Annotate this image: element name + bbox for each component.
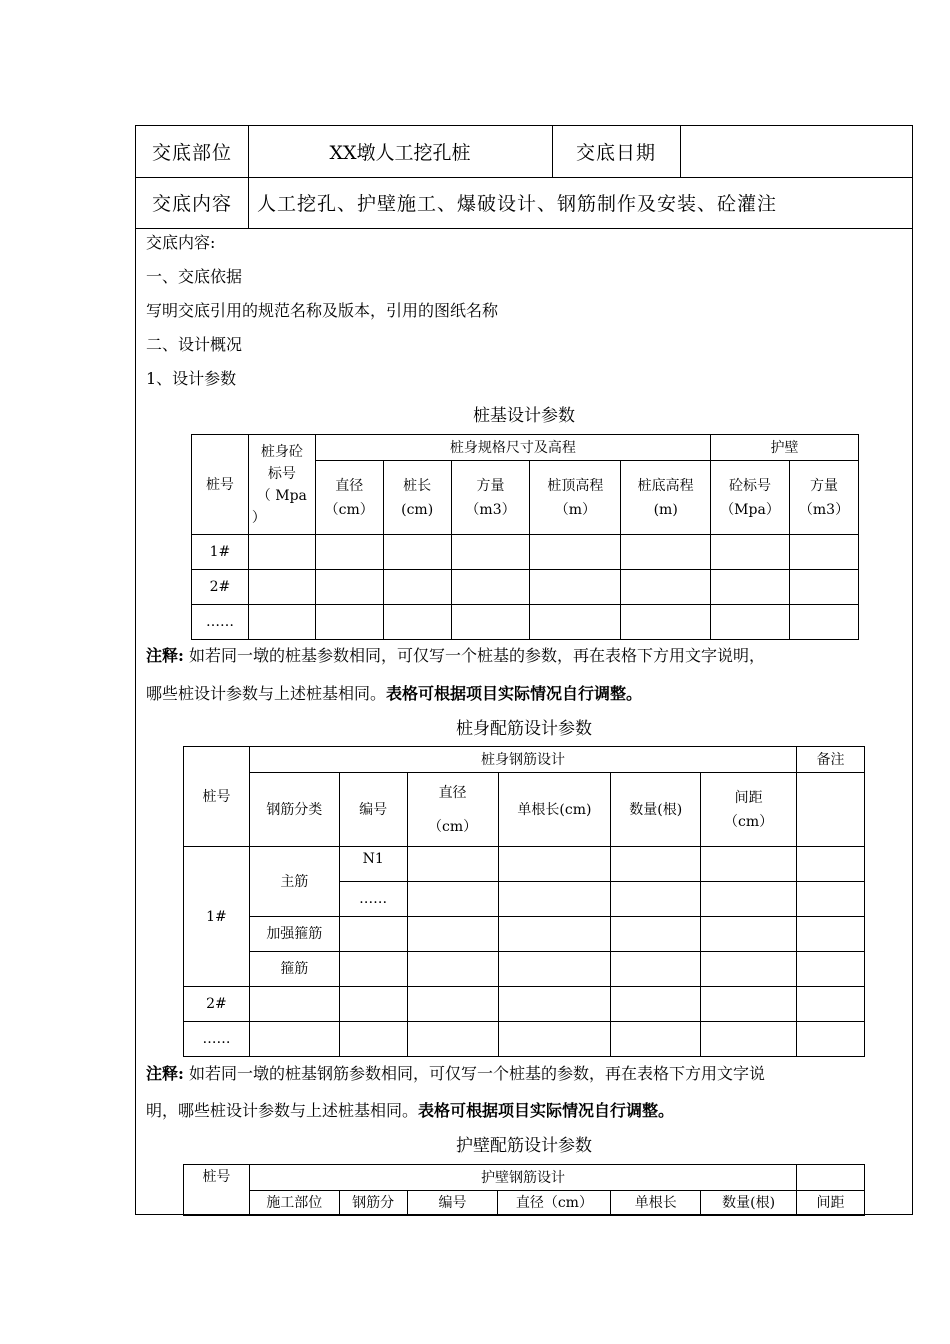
sub-bottom-l1: 桩底高程	[637, 477, 694, 494]
sub-length	[383, 461, 451, 535]
main-code-1: N1	[339, 847, 407, 882]
table-row	[184, 847, 865, 882]
content-label: 交底内容	[151, 193, 232, 215]
intro-text: 交底内容:	[146, 233, 216, 252]
sub-wall-volume	[789, 461, 858, 535]
sub-length: 单根长	[611, 1191, 701, 1216]
date-label: 交底日期	[575, 142, 656, 164]
location-label: 交底部位	[151, 142, 232, 164]
sub-diameter: 直径（cm）	[498, 1191, 611, 1216]
sub-diameter-l1: 直径	[438, 784, 467, 801]
table-row	[184, 1022, 865, 1057]
sub-count: 数量(根)	[611, 773, 701, 847]
note2-text1: 如若同一墩的桩基钢筋参数相同，可仅写一个桩基的参数，再在表格下方用文字说	[189, 1064, 766, 1083]
note1-suffix: 表格可根据项目实际情况自行调整。	[386, 684, 643, 703]
sub-length: 单根长(cm)	[498, 773, 611, 847]
sub-wall-grade-l1: 砼标号	[729, 477, 772, 494]
note2-prefix: 注释:	[146, 1064, 184, 1083]
stiffening-bar: 加强箍筋	[249, 917, 339, 952]
sub-top-l1: 桩顶高程	[547, 477, 604, 494]
col-concrete-grade-l4: ）	[251, 509, 266, 526]
sub-diameter	[315, 461, 383, 535]
col-concrete-grade-l1: 桩身砼	[260, 443, 303, 460]
sub-code: 编号	[407, 1191, 498, 1216]
section-2-heading: 二、设计概况	[146, 335, 243, 354]
sub-spacing: 间距	[797, 1191, 865, 1216]
sub-length-l1: 桩长	[403, 477, 432, 494]
header-row-content	[136, 177, 912, 229]
sub-type: 钢筋分类	[249, 773, 339, 847]
table-row	[184, 952, 865, 987]
section-1-text: 写明交底引用的规范名称及版本，引用的图纸名称	[146, 301, 499, 320]
col-pile-no: 桩号	[184, 1165, 250, 1216]
pile-more: ……	[184, 1022, 250, 1057]
sub-top-l2: （m）	[554, 501, 597, 518]
table3-title: 护壁配筋设计参数	[456, 1136, 592, 1156]
note2-suffix: 表格可根据项目实际情况自行调整。	[418, 1101, 675, 1120]
row-pile-no: 2#	[192, 570, 249, 605]
table-row	[192, 605, 859, 640]
table-row	[184, 917, 865, 952]
sub-bottom-elevation	[621, 461, 711, 535]
sub-volume	[451, 461, 530, 535]
col-concrete-grade-l3: （ Mpa	[256, 487, 307, 504]
pile-2: 2#	[184, 987, 250, 1022]
group-size: 桩身规格尺寸及高程	[315, 435, 710, 461]
col-concrete-grade-l2: 标号	[267, 465, 296, 482]
sub-diameter-l2: （cm）	[428, 818, 478, 835]
sub-count: 数量(根)	[701, 1191, 797, 1216]
sub-type: 钢筋分	[339, 1191, 407, 1216]
sub-wall-grade-l2: （Mpa）	[720, 501, 780, 518]
document-page	[135, 125, 913, 1215]
table-row	[184, 987, 865, 1022]
sub-wall-grade	[711, 461, 790, 535]
section-1-heading: 一、交底依据	[146, 267, 243, 286]
col-concrete-grade	[248, 435, 315, 535]
content-value: 人工挖孔、护壁施工、爆破设计、钢筋制作及安装、砼灌注	[257, 193, 778, 215]
note1-text1: 如若同一墩的桩基参数相同，可仅写一个桩基的参数，再在表格下方用文字说明，	[189, 646, 766, 665]
row-pile-no: 1#	[192, 535, 249, 570]
group-wall: 护壁	[711, 435, 859, 461]
sub-diameter-l1: 直径	[335, 477, 364, 494]
sub-wall-volume-l1: 方量	[809, 477, 838, 494]
location-value: XX墩人工挖孔桩	[329, 142, 471, 164]
sub-wall-volume-l2: （m3）	[798, 501, 850, 518]
sub-diameter-l2: （cm）	[324, 501, 374, 518]
note1-line1	[146, 643, 765, 666]
sub-part: 施工部位	[249, 1191, 339, 1216]
group-rebar: 护壁钢筋设计	[249, 1165, 796, 1191]
sub-bottom-l2: (m)	[653, 501, 678, 518]
main-code-2: ……	[339, 882, 407, 917]
sub-spacing-l2: （cm）	[724, 813, 774, 830]
header-row-location	[136, 126, 912, 178]
pile-rebar-table	[183, 746, 865, 1057]
main-bar: 主筋	[249, 847, 339, 917]
sub-code: 编号	[339, 773, 407, 847]
table2-title: 桩身配筋设计参数	[456, 719, 592, 739]
col-pile-no: 桩号	[184, 747, 250, 847]
group-rebar: 桩身钢筋设计	[249, 747, 796, 773]
table-row	[192, 535, 859, 570]
sub-spacing	[701, 773, 797, 847]
note2-line2	[146, 1098, 674, 1121]
pile-design-table	[191, 434, 859, 640]
note1-text2: 哪些桩设计参数与上述桩基相同。	[146, 684, 387, 703]
section-2-1-heading: 1、设计参数	[146, 369, 237, 388]
stirrup: 箍筋	[249, 952, 339, 987]
note2-text2: 明，哪些桩设计参数与上述桩基相同。	[146, 1101, 419, 1120]
sub-volume-l1: 方量	[476, 477, 505, 494]
col-pile-no: 桩号	[192, 435, 249, 535]
note1-prefix: 注释:	[146, 646, 184, 665]
sub-spacing-l1: 间距	[734, 789, 763, 806]
col-remark: 备注	[797, 747, 865, 773]
date-value	[680, 126, 912, 177]
sub-top-elevation	[530, 461, 621, 535]
wall-rebar-table	[183, 1164, 865, 1216]
note1-line2	[146, 681, 642, 704]
sub-diameter	[407, 773, 498, 847]
table1-title: 桩基设计参数	[473, 406, 575, 426]
row-pile-no: ……	[192, 605, 249, 640]
pile-1: 1#	[184, 847, 250, 987]
sub-volume-l2: （m3）	[465, 501, 516, 518]
table-row	[192, 570, 859, 605]
note2-line1	[146, 1061, 765, 1084]
sub-length-l2: (cm)	[401, 501, 434, 518]
